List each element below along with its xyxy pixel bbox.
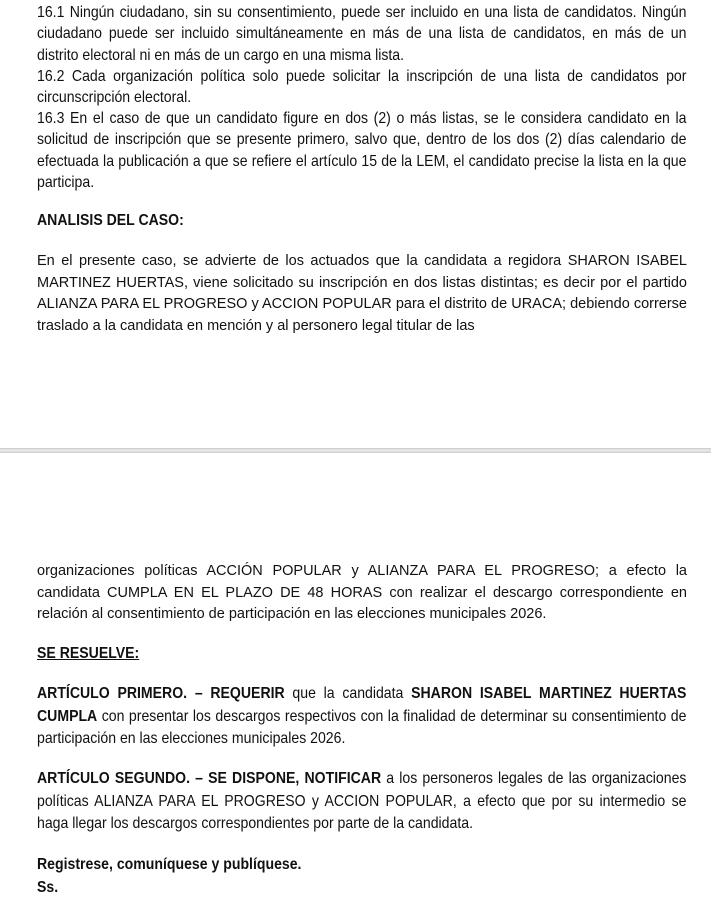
- closing-line: Registrese, comuníquese y publíquese.: [37, 856, 302, 873]
- clause-16-2: 16.2 Cada organización política solo puede solicitar la inscripción de una lista de candidatos por circunscripción electoral.: [37, 68, 687, 107]
- analysis-heading: ANALISIS DEL CASO:: [37, 212, 184, 229]
- article-primero-text-a: que la candidata: [284, 685, 412, 702]
- document-page-2: [0, 453, 711, 901]
- ss-line: Ss.: [37, 879, 59, 896]
- clause-16-1: 16.1 Ningún ciudadano, sin su consentimiento, puede ser incluido en una lista de candidatos. Ningún ciudadano puede ser incluido simultáneamente en más de una lista de candidatos, en más de un distrito electoral ni en más de un cargo en una misma lista.: [37, 4, 687, 64]
- candidate-name: SHARON ISABEL MARTINEZ HUERTAS CUMPLA: [37, 685, 687, 725]
- analysis-text: En el presente caso, se advierte de los actuados que la candidata a regidora SHARON ISABEL MARTINEZ HUERTAS, viene solicitado su inscripción en dos listas distintas; es decir por el partido ALIANZA PARA EL PROGRESO y ACCION POPULAR para el distrito de URACA; debiendo correrse traslado a la candidata en mención y al personero legal titular de las: [37, 253, 687, 334]
- article-segundo: [37, 768, 686, 836]
- article-primero: [37, 683, 686, 751]
- document-page-1: [0, 0, 711, 448]
- clause-16-3: 16.3 En el caso de que un candidato figure en dos (2) o más listas, se le considera candidato en la solicitud de inscripción que se presente primero, salvo que, dentro de los dos (2) días calendario de efectuada la publicación a que se refiere el artículo 15 de la LEM, el candidato precise la lista en la que participa.: [37, 110, 687, 191]
- article-primero-text-b: con presentar los descargos respectivos con la finalidad de determinar su consentimiento de participación en las elecciones municipales 2026.: [37, 707, 687, 747]
- analysis-continuation: organizaciones políticas ACCIÓN POPULAR y ALIANZA PARA EL PROGRESO; a efecto la candidata CUMPLA EN EL PLAZO DE 48 HORAS con realizar el descargo correspondiente en relación al consentimiento de participación en las elecciones municipales 2026.: [37, 563, 687, 623]
- article-primero-label: ARTÍCULO PRIMERO. – REQUERIR: [37, 685, 285, 702]
- article-segundo-text: a los personeros legales de las organizaciones políticas ALIANZA PARA EL PROGRESO y ACCION POPULAR, a efecto que por su intermedio se haga llegar los descargos correspondientes por parte de la candidata.: [37, 770, 687, 832]
- resolve-heading: SE RESUELVE:: [37, 645, 140, 662]
- article-segundo-label: ARTÍCULO SEGUNDO. – SE DISPONE, NOTIFICAR: [37, 770, 382, 787]
